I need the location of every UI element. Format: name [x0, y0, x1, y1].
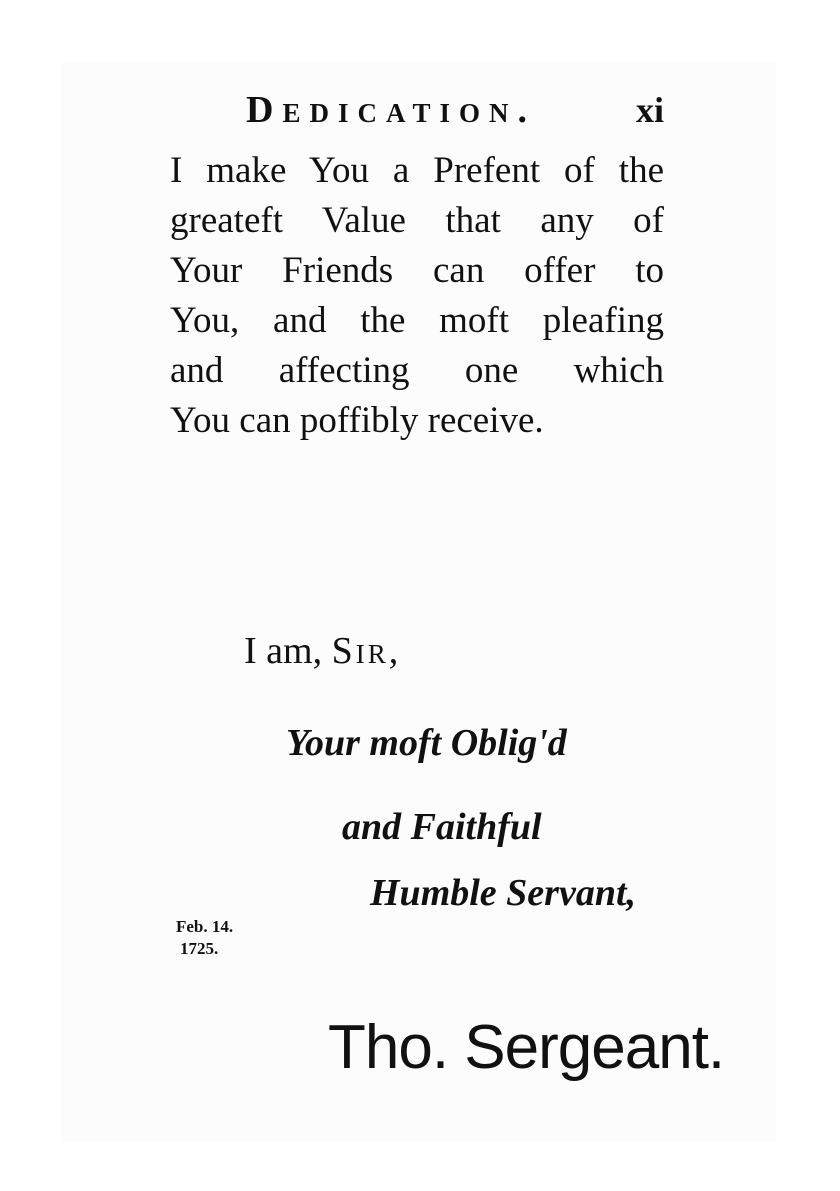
- body-text-line: I make You a Prefent of the: [170, 150, 664, 191]
- greeting-prefix: I am,: [244, 630, 332, 672]
- closing-line-obliged: Your moft Oblig'd: [286, 722, 567, 764]
- running-header: [170, 86, 664, 132]
- date-block: [176, 916, 233, 960]
- body-text-line: Your Friends can offer to: [170, 250, 664, 291]
- running-title: Dedication.: [246, 89, 536, 131]
- body-text-line: You can poffibly receive.: [170, 400, 544, 441]
- greeting-suffix: ,: [388, 630, 399, 672]
- closing-line-servant: Humble Servant,: [370, 872, 637, 914]
- date-year: 1725.: [180, 939, 219, 958]
- body-text-line: greateft Value that any of: [170, 200, 664, 241]
- date-day: Feb. 14.: [176, 917, 234, 936]
- closing-line-faithful: and Faithful: [342, 806, 542, 848]
- signature: Tho. Sergeant.: [328, 1013, 725, 1082]
- closing-greeting: [244, 626, 398, 676]
- page-number: xi: [635, 90, 664, 130]
- body-text-line: You, and the moft pleafing: [170, 300, 664, 341]
- greeting-title: Sir: [331, 630, 389, 672]
- body-text-line: and affecting one which: [170, 350, 664, 391]
